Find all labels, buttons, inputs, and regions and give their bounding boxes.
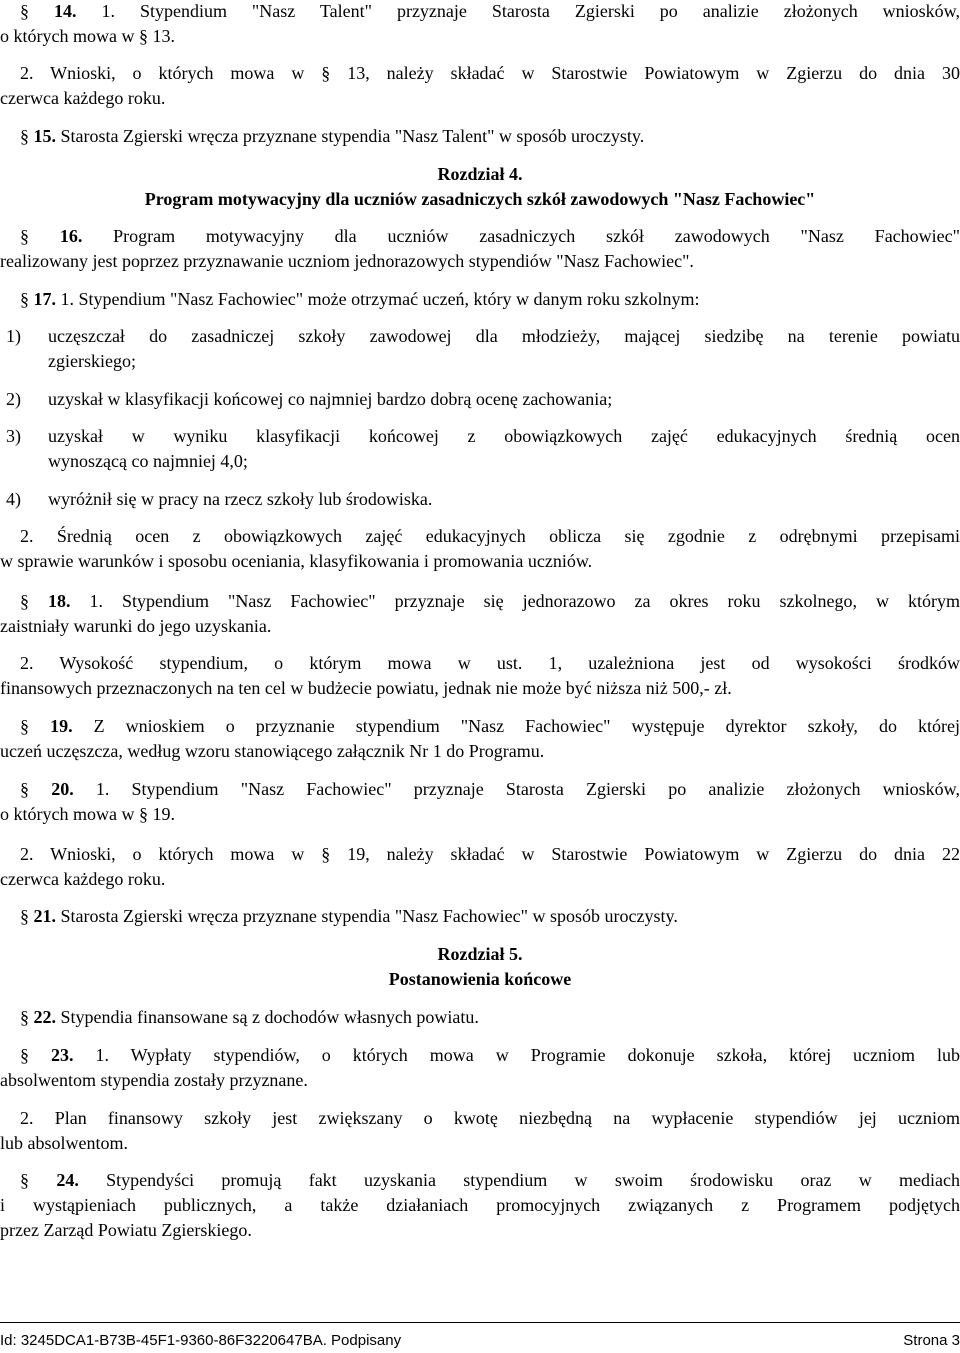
text-line: lub absolwentom.	[0, 1133, 128, 1153]
section-number: 22.	[33, 1007, 56, 1027]
text-line: zgierskiego;	[48, 351, 136, 371]
section-sign: §	[20, 779, 29, 799]
text-line: 1. Stypendium "Nasz Fachowiec" przyznaje Starosta Zgierski po analizie złożonych wniosków,	[73, 779, 960, 799]
list-item	[0, 387, 960, 412]
section-number: 19.	[50, 716, 73, 736]
paragraph-15	[0, 124, 960, 149]
text-line: Z wnioskiem o przyznanie stypendium "Nasz Fachowiec" występuje dyrektor szkoły, do której	[72, 716, 960, 736]
section-number: 24.	[56, 1170, 79, 1190]
text-line: i wystąpieniach publicznych, a także działaniach promocyjnych związanych z Programem podjętych	[0, 1195, 960, 1215]
paragraph-20-2	[0, 842, 960, 892]
text-line: zaistniały warunki do jego uzyskania.	[0, 616, 272, 636]
text-line: 1. Stypendium "Nasz Fachowiec" może otrzymać uczeń, który w danym roku szkolnym:	[56, 289, 700, 309]
text-line: 2. Wnioski, o których mowa w § 19, należy składać w Starostwie Powiatowym w Zgierzu do dnia 22	[20, 844, 960, 864]
paragraph-24	[0, 1168, 960, 1243]
text-line: o których mowa w § 19.	[0, 804, 175, 824]
section-sign: §	[20, 1007, 29, 1027]
chapter-5-title: Rozdział 5.	[437, 944, 523, 964]
text-line: finansowych przeznaczonych na ten cel w budżecie powiatu, jednak nie może być niższa niż 500,- zł.	[0, 678, 732, 698]
text-line: uzyskał w wyniku klasyfikacji końcowej z obowiązkowych zajęć edukacyjnych średnią ocen	[48, 426, 960, 446]
text-line: 1. Stypendium "Nasz Talent" przyznaje Starosta Zgierski po analizie złożonych wniosków,	[76, 1, 960, 21]
text-line: Stypendyści promują fakt uzyskania stypendium w swoim środowisku oraz w mediach	[78, 1170, 960, 1190]
section-sign: §	[20, 591, 29, 611]
section-sign: §	[20, 716, 29, 736]
chapter-4-subtitle: Program motywacyjny dla uczniów zasadniczych szkół zawodowych "Nasz Fachowiec"	[144, 189, 816, 209]
section-number: 15.	[33, 126, 56, 146]
text-line: absolwentom stypendia zostały przyznane.	[0, 1070, 308, 1090]
list-item	[0, 487, 960, 512]
text-line: Starosta Zgierski wręcza przyznane stypendia "Nasz Talent" w sposób uroczysty.	[56, 126, 645, 146]
paragraph-22	[0, 1005, 960, 1030]
text-line: realizowany jest poprzez przyznawanie uczniom jednorazowych stypendiów "Nasz Fachowiec".	[0, 251, 694, 271]
section-number: 18.	[48, 591, 71, 611]
paragraph-23	[0, 1043, 960, 1093]
list-number: 2)	[6, 389, 21, 409]
list-item	[0, 324, 960, 374]
text-line: Stypendia finansowane są z dochodów własnych powiatu.	[56, 1007, 479, 1027]
footer-divider	[0, 1322, 960, 1323]
section-number: 23.	[50, 1045, 74, 1065]
paragraph-14	[0, 0, 960, 49]
text-line: czerwca każdego roku.	[0, 88, 166, 108]
text-line: w sprawie warunków i sposobu oceniania, klasyfikowania i promowania uczniów.	[0, 551, 593, 571]
section-sign: §	[20, 1170, 29, 1190]
chapter-5-subtitle: Postanowienia końcowe	[388, 969, 572, 989]
section-number: 17.	[33, 289, 56, 309]
list-item	[0, 424, 960, 474]
text-line: 2. Wysokość stypendium, o którym mowa w ust. 1, uzależniona jest od wysokości środków	[20, 653, 960, 673]
paragraph-23-2	[0, 1106, 960, 1156]
paragraph-20	[0, 777, 960, 827]
section-number: 16.	[59, 226, 83, 246]
section-sign: §	[20, 289, 29, 309]
section-sign: §	[20, 1045, 29, 1065]
text-line: uzyskał w klasyfikacji końcowej co najmniej bardzo dobrą ocenę zachowania;	[48, 389, 613, 409]
text-line: 2. Plan finansowy szkoły jest zwiększany o kwotę niezbędną na wypłacenie stypendiów jej uczniom	[20, 1108, 960, 1128]
section-sign: §	[20, 906, 29, 926]
chapter-4-title: Rozdział 4.	[437, 164, 523, 184]
text-line: 2. Średnią ocen z obowiązkowych zajęć edukacyjnych oblicza się zgodnie z odrębnymi przepisami	[20, 526, 960, 546]
text-line: wynoszącą co najmniej 4,0;	[48, 451, 248, 471]
text-line: przez Zarząd Powiatu Zgierskiego.	[0, 1220, 252, 1240]
section-sign: §	[20, 226, 29, 246]
paragraph-18	[0, 589, 960, 639]
paragraph-14-2	[0, 61, 960, 111]
text-line: 1. Stypendium "Nasz Fachowiec" przyznaje się jednorazowo za okres roku szkolnego, w którym	[70, 591, 960, 611]
text-line: Program motywacyjny dla uczniów zasadniczych szkół zawodowych "Nasz Fachowiec"	[82, 226, 960, 246]
text-line: o których mowa w § 13.	[0, 26, 175, 46]
list-number: 3)	[6, 426, 21, 446]
section-number: 14.	[53, 1, 77, 21]
section-number: 21.	[33, 906, 56, 926]
text-line: 1. Wypłaty stypendiów, o których mowa w Programie dokonuje szkoła, której uczniom lub	[73, 1045, 960, 1065]
section-number: 20.	[51, 779, 74, 799]
paragraph-16	[0, 224, 960, 274]
document-id: Id: 3245DCA1-B73B-45F1-9360-86F3220647BA. Podpisany	[0, 1332, 402, 1349]
text-line: czerwca każdego roku.	[0, 869, 166, 889]
list-number: 1)	[6, 326, 21, 346]
text-line: uczeń uczęszcza, według wzoru stanowiącego załącznik Nr 1 do Programu.	[0, 741, 545, 761]
text-line: uczęszczał do zasadniczej szkoły zawodowej dla młodzieży, mającej siedzibę na terenie powiatu	[48, 326, 960, 346]
page-number: Strona 3	[903, 1332, 960, 1349]
paragraph-19	[0, 714, 960, 764]
text-line: wyróżnił się w pracy na rzecz szkoły lub środowiska.	[48, 489, 433, 509]
section-sign: §	[20, 1, 29, 21]
paragraph-17	[0, 287, 960, 312]
text-line: 2. Wnioski, o których mowa w § 13, należy składać w Starostwie Powiatowym w Zgierzu do dnia 30	[20, 63, 960, 83]
paragraph-18-2	[0, 651, 960, 701]
paragraph-17-2	[0, 524, 960, 574]
section-sign: §	[20, 126, 29, 146]
paragraph-21	[0, 904, 960, 929]
text-line: Starosta Zgierski wręcza przyznane stypendia "Nasz Fachowiec" w sposób uroczysty.	[56, 906, 678, 926]
list-number: 4)	[6, 489, 21, 509]
